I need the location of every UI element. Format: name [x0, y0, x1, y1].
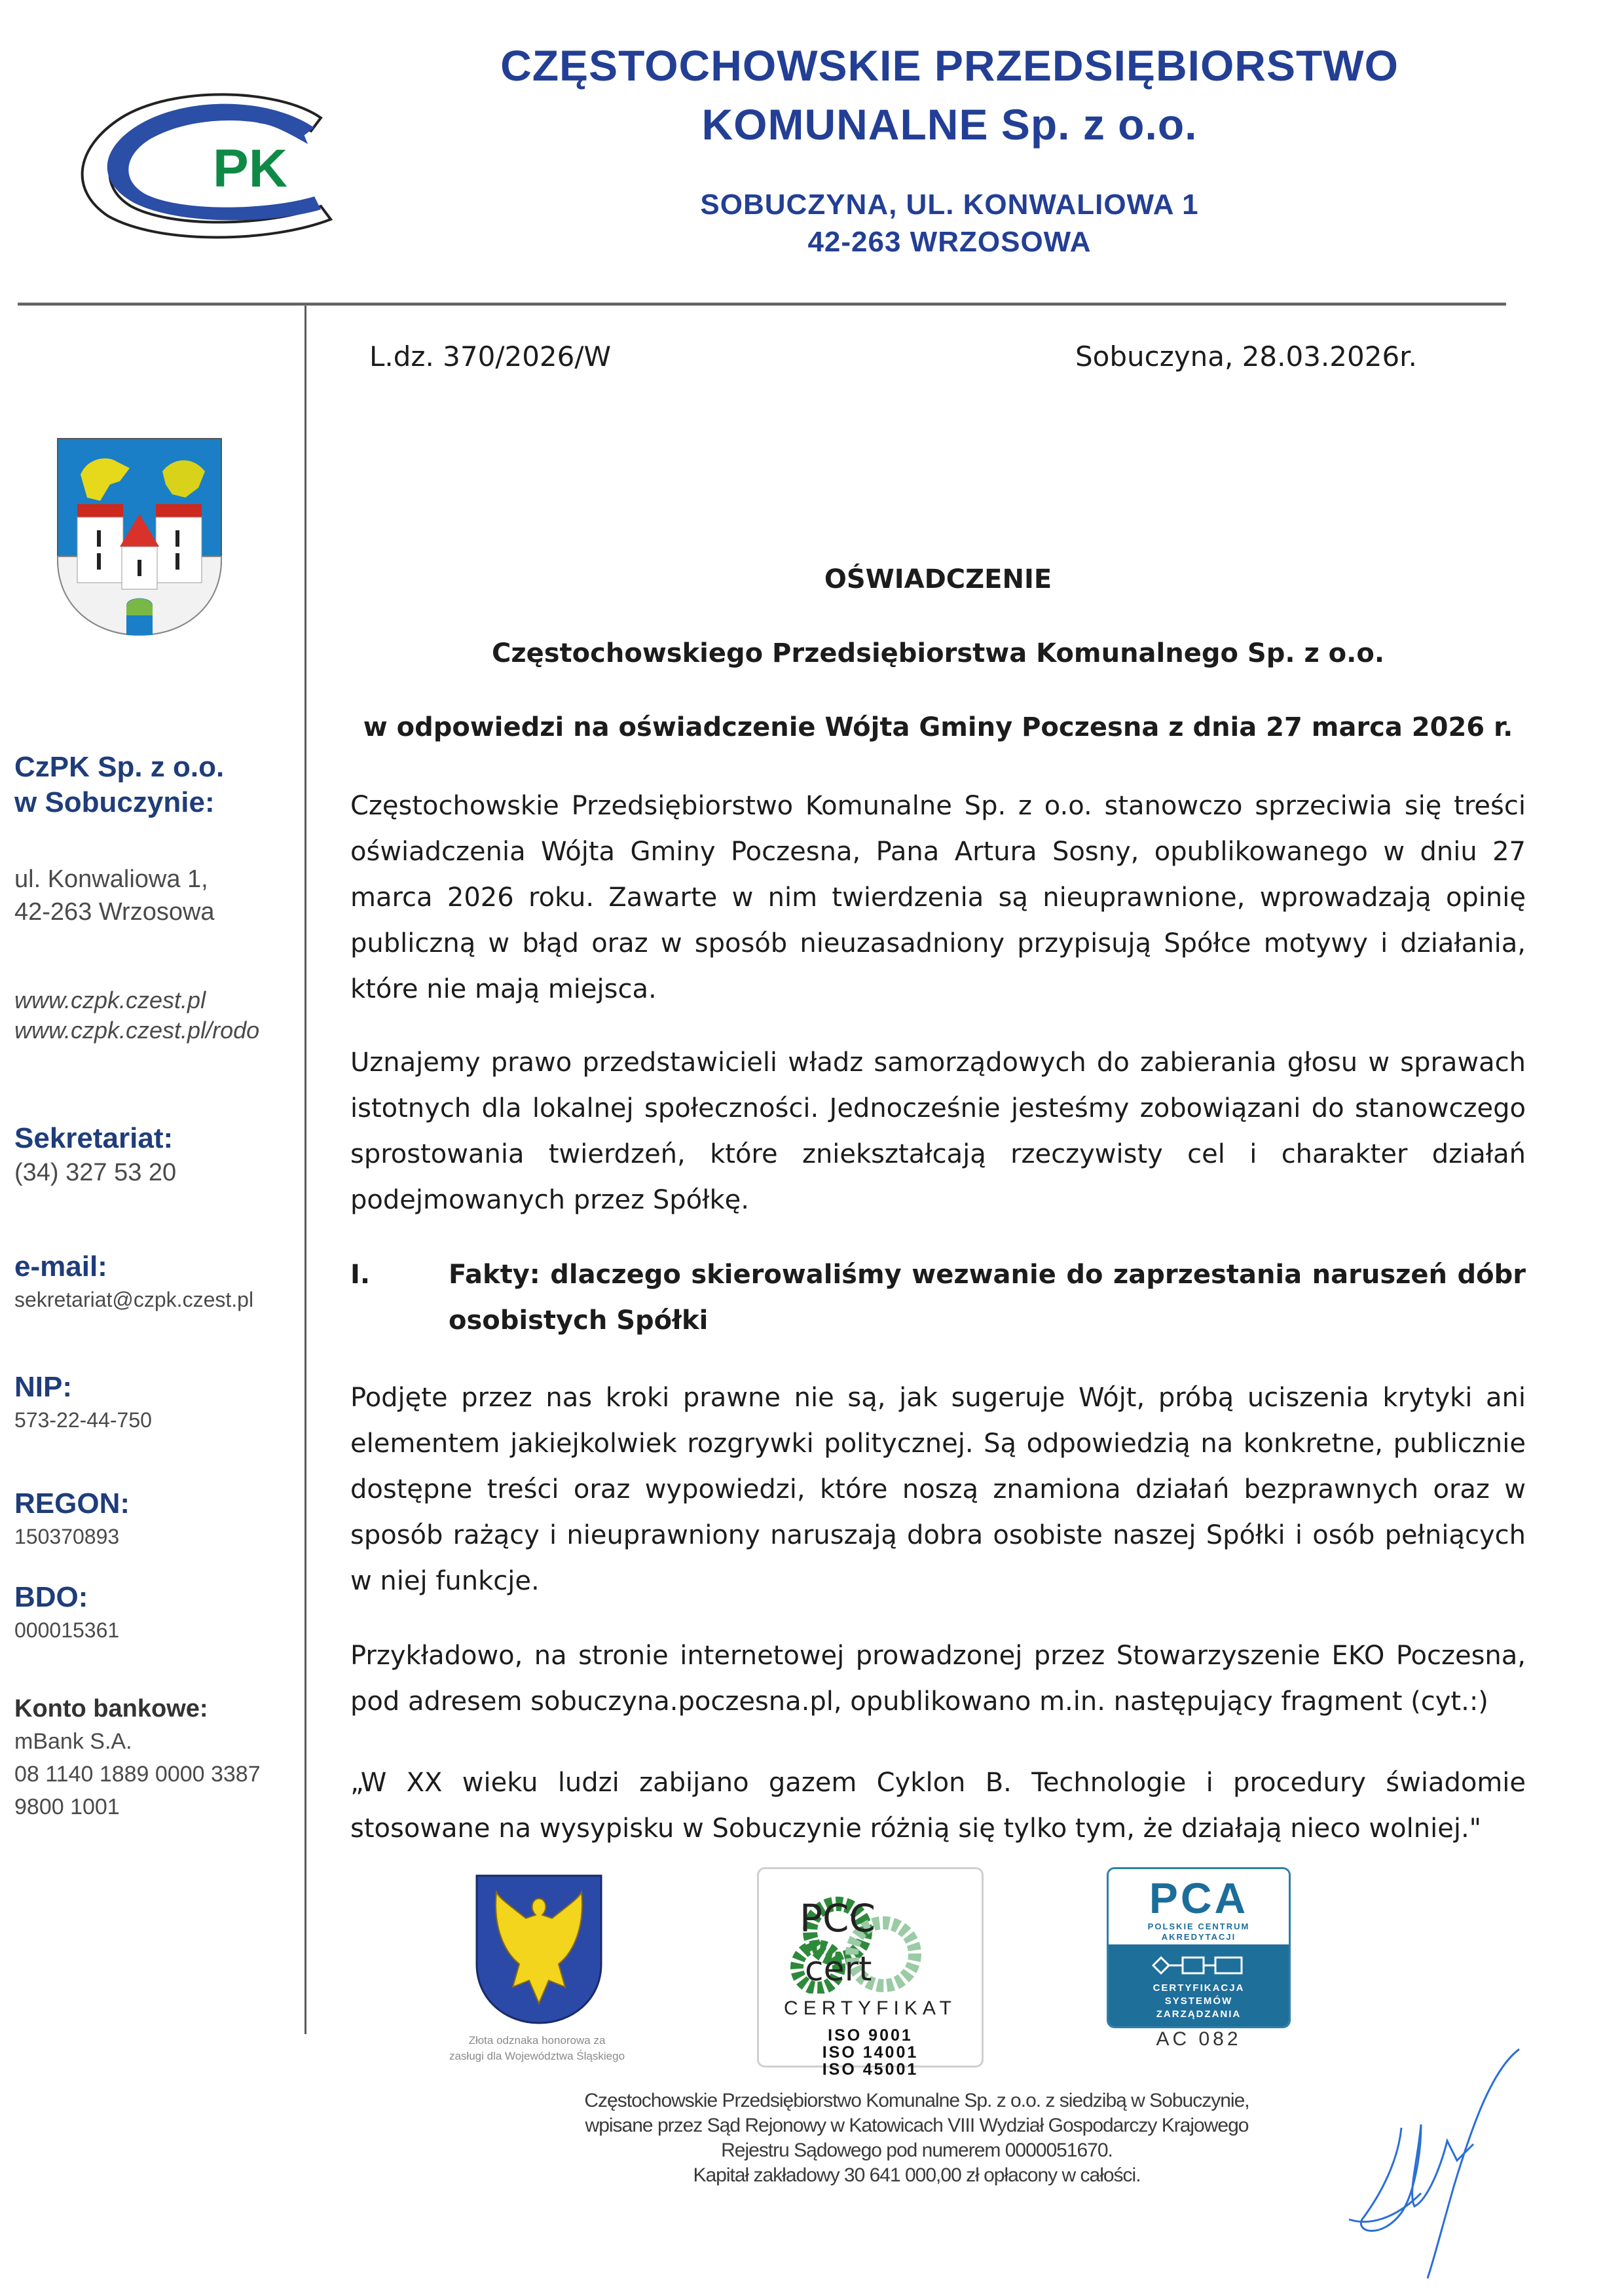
paragraph-2: Uznajemy prawo przedstawicieli władz samorządowych do zabierania głosu w sprawach istotnych dla lokalnej społeczności. Jednocześnie jesteśmy zobowiązani do stanowczego sprostowania twierdzeń, które zniekształcają rzeczywisty cel i charakter działań podejmowanych przez Spółkę. — [350, 1048, 1526, 1215]
sidebar-address-block — [14, 863, 296, 928]
bank-account-line1: 08 1140 1889 0000 3387 — [14, 1762, 261, 1787]
bank-label: Konto bankowe: — [14, 1695, 208, 1722]
section-1-number: I. — [350, 1260, 371, 1290]
bank-account-line2: 9800 1001 — [14, 1795, 120, 1819]
company-name-line2: KOMUNALNE Sp. z o.o. — [701, 100, 1198, 149]
pcc-iso-9001: ISO 9001 — [828, 2026, 913, 2045]
handwritten-signature — [1342, 2043, 1539, 2291]
footer-line4: Kapitał zakładowy 30 641 000,00 zł opłacony w całości. — [693, 2164, 1141, 2186]
pcc-certificate-label: CERTYFIKAT — [784, 1997, 957, 2019]
company-name-line1: CZĘSTOCHOWSKIE PRZEDSIĘBIORSTWO — [500, 41, 1399, 90]
paragraph-1: Częstochowskie Przedsiębiorstwo Komunalne Sp. z o.o. stanowczo sprzeciwia się treści oświadczenia Wójta Gminy Poczesna, Pana Artura Sosny, opublikowanego w dniu 27 marca 2026 roku. Zawarte w nim twierdzenia są nieuprawnione, wprowadzają opinię publiczną w błąd oraz w sposób nieuzasadniony przypisują Spółce motywy i działania, które nie mają miejsca. — [350, 791, 1526, 1004]
secretariat-label: Sekretariat: — [14, 1122, 174, 1154]
sidebar-websites — [14, 985, 296, 1046]
bdo-label: BDO: — [14, 1581, 88, 1613]
company-registration-footer — [458, 2088, 1375, 2188]
letter-subtitle: Częstochowskiego Przedsiębiorstwa Komunalnego Sp. z o.o. — [491, 638, 1385, 668]
footer-line1: Częstochowskie Przedsiębiorstwo Komunalne Sp. z o.o. z siedzibą w Sobuczynie, — [584, 2090, 1249, 2111]
sidebar-bdo — [14, 1580, 296, 1645]
silesia-caption-line1: Złota odznaka honorowa za — [468, 2034, 606, 2047]
silesia-caption-line2: zasługi dla Województwa Śląskiego — [449, 2050, 625, 2062]
company-address-line2: 42-263 WRZOSOWA — [807, 226, 1092, 258]
pcc-iso-45001: ISO 45001 — [822, 2060, 919, 2079]
pca-logo — [1107, 1867, 1291, 2028]
nip-label: NIP: — [14, 1371, 72, 1403]
sidebar-regon — [14, 1486, 296, 1552]
pcc-iso-14001: ISO 14001 — [822, 2043, 919, 2062]
sidebar-company-name-line1: CzPK Sp. z o.o. — [14, 751, 225, 783]
pca-bottom2: SYSTEMÓW — [1164, 1995, 1233, 2007]
footer-line3: Rejestru Sądowego pod numerem 0000051670. — [721, 2140, 1113, 2161]
quote: „W XX wieku ludzi zabijano gazem Cyklon B. Technologie i procedury świadomie stosowane na wysypisku w Sobuczynie różnią się tylko tym, że działają nieco wolniej." — [350, 1768, 1526, 1844]
sidebar-nip — [14, 1370, 296, 1435]
section-1-title: Fakty: dlaczego skierowaliśmy wezwanie do zaprzestania naruszeń dóbr osobistych Spółki — [449, 1260, 1526, 1336]
pca-bottom3: ZARZĄDZANIA — [1156, 2009, 1242, 2020]
paragraph-3: Podjęte przez nas kroki prawne nie są, jak sugeruje Wójt, próbą uciszenia krytyki ani elementem jakiejkolwiek rozgrywki politycznej. Są odpowiedzią na konkretne, publicznie dostępne treści oraz wypowiedzi, które noszą znamiona działań bezprawnych oraz w sposób rażący i nieuprawniony naruszają dobra osobiste naszej Spółki i osób pełniących w niej funkcje. — [350, 1383, 1526, 1596]
czpk-logo-icon — [62, 79, 344, 242]
email-link[interactable]: sekretariat@czpk.czest.pl — [14, 1288, 254, 1311]
silesian-eagle-icon — [473, 1872, 604, 2026]
sidebar-address-line2: 42-263 Wrzosowa — [14, 898, 215, 926]
place-date: Sobuczyna, 28.03.2026r. — [1075, 340, 1417, 373]
pca-accreditation-number: AC 082 — [1156, 2028, 1242, 2050]
sidebar-bank — [14, 1692, 296, 1823]
coat-of-arms-icon — [54, 435, 225, 638]
svg-text:cert: cert — [805, 1950, 872, 1989]
footer-line2: wpisane przez Sąd Rejonowy w Katowicach VIII Wydział Gospodarczy Krajowego — [585, 2115, 1249, 2136]
paragraph-4: Przykładowo, na stronie internetowej prowadzonej przez Stowarzyszenie EKO Poczesna, pod adresem sobuczyna.poczesna.pl, opublikowano m.in. następujący fragment (cyt.:) — [350, 1641, 1526, 1717]
reference-number: L.dz. 370/2026/W — [369, 340, 612, 373]
svg-text:PK: PK — [213, 139, 287, 198]
email-label: e-mail: — [14, 1250, 107, 1283]
sidebar-divider — [304, 306, 306, 2034]
letter-title: OŚWIADCZENIE — [824, 564, 1052, 594]
website-rodo-link[interactable]: www.czpk.czest.pl/rodo — [14, 1017, 260, 1044]
pca-logo-text: PCA — [1149, 1874, 1249, 1922]
sidebar-email — [14, 1249, 296, 1315]
regon-label: REGON: — [14, 1487, 130, 1520]
pca-chain-icon — [1147, 1952, 1251, 1978]
bank-name: mBank S.A. — [14, 1729, 132, 1754]
company-address-line1: SOBUCZYNA, UL. KONWALIOWA 1 — [700, 189, 1199, 221]
pca-sub2: AKREDYTACJI — [1161, 1932, 1236, 1942]
svg-text:PCC: PCC — [800, 1896, 876, 1941]
bdo-value: 000015361 — [14, 1618, 120, 1642]
sidebar-address-line1: ul. Konwaliowa 1, — [14, 866, 208, 893]
silesia-coat-of-arms — [473, 1872, 604, 2026]
regon-value: 150370893 — [14, 1525, 120, 1548]
header-divider — [18, 302, 1506, 306]
pcc-gears-icon — [759, 1869, 982, 1994]
letter-subtitle-2: w odpowiedzi na oświadczenie Wójta Gminy Poczesna z dnia 27 marca 2026 r. — [363, 712, 1513, 742]
pcc-cert-logo — [757, 1867, 984, 2079]
signature-icon — [1342, 2043, 1539, 2291]
secretariat-phone: (34) 327 53 20 — [14, 1159, 177, 1186]
sidebar-company-block — [14, 750, 296, 820]
sidebar-company-name-line2: w Sobuczynie: — [14, 786, 215, 818]
nip-value: 573-22-44-750 — [14, 1408, 152, 1432]
company-logo — [62, 79, 344, 242]
website-link[interactable]: www.czpk.czest.pl — [14, 987, 206, 1013]
pca-bottom1: CERTYFIKACJA — [1153, 1982, 1245, 1994]
sidebar-secretariat — [14, 1121, 296, 1189]
section-1-heading — [350, 1252, 1526, 1343]
silesia-caption — [419, 2033, 655, 2064]
pca-sub1: POLSKIE CENTRUM — [1147, 1922, 1250, 1931]
czestochowa-coat-of-arms — [54, 435, 225, 638]
